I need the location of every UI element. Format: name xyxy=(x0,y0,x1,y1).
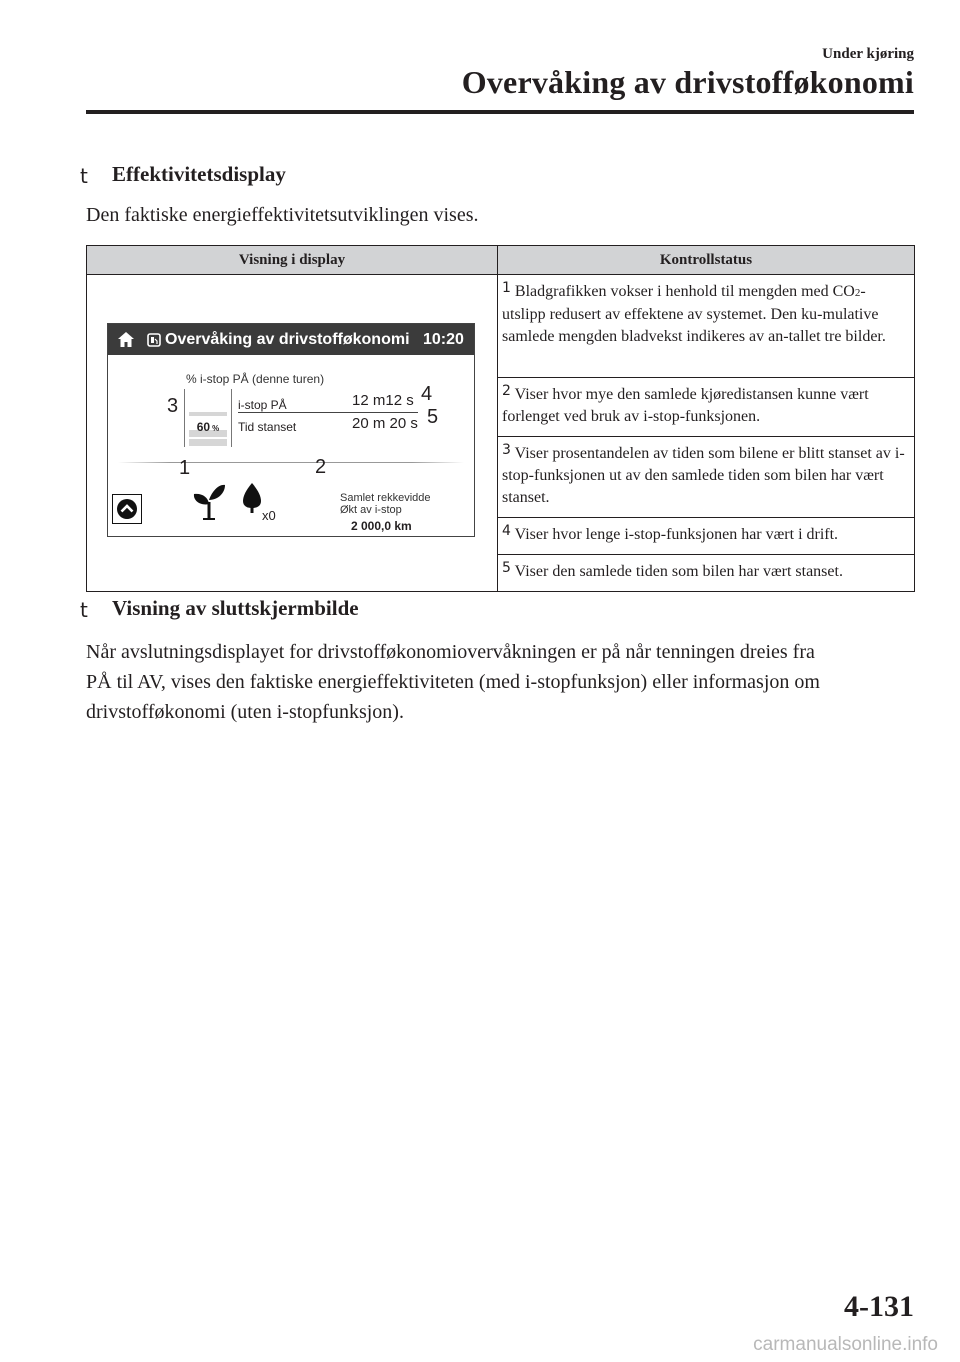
section-title-efficiency: Effektivitetsdisplay xyxy=(112,162,286,186)
istop-on-value: 12 m12 s xyxy=(352,392,414,409)
status-number: 5 xyxy=(502,560,511,576)
status-number: 3 xyxy=(502,442,511,458)
callout-1: 1 xyxy=(179,457,191,479)
status-text: Viser den samlede tiden som bilen har vært stanset. xyxy=(514,563,843,580)
page-number: 4-131 xyxy=(844,1290,914,1323)
chapter-label: Under kjøring xyxy=(822,46,914,62)
sprout-icon xyxy=(192,480,226,520)
gauge-unit: % xyxy=(212,424,220,433)
header-rule xyxy=(86,110,914,114)
status-subscript: 2 xyxy=(854,287,861,299)
col-header-display: Visning i display xyxy=(87,246,498,275)
watermark: carmanualsonline.info xyxy=(753,1334,938,1355)
status-number: 1 xyxy=(502,280,511,296)
gauge-readout xyxy=(185,416,231,434)
fuel-monitor-icon xyxy=(147,333,161,347)
status-text: Viser hvor lenge i-stop-funksjonen har vært i drift. xyxy=(514,526,839,543)
col-header-status: Kontrollstatus xyxy=(498,246,915,275)
status-cell-5 xyxy=(498,555,915,592)
range-label-istop: Økt av i-stop xyxy=(340,504,402,516)
section-bullet-icon: t xyxy=(80,164,88,188)
istop-on-label: i-stop PÅ xyxy=(238,398,287,412)
table-header-row xyxy=(87,246,915,275)
status-number: 4 xyxy=(502,523,511,539)
range-label-total: Samlet rekkevidde xyxy=(340,492,431,504)
screen-clock: 10:20 xyxy=(423,331,464,348)
callout-5: 5 xyxy=(427,406,439,428)
section-bullet-icon: t xyxy=(80,598,88,622)
stopped-time-label: Tid stanset xyxy=(238,420,297,434)
status-text: Bladgrafikken vokser i henhold til mengden med CO xyxy=(514,283,855,300)
status-cell-1 xyxy=(498,275,915,378)
status-text: Viser prosentandelen av tiden som bilene er blitt stanset av i-stop-funksjonen ut av den samlede tiden som bilen har vært stanset. xyxy=(502,445,905,506)
callout-3: 3 xyxy=(167,395,179,417)
gauge-subtitle: % i-stop PÅ (denne turen) xyxy=(186,372,325,386)
home-icon xyxy=(117,331,135,348)
stopped-time-value: 20 m 20 s xyxy=(352,415,418,432)
section-intro: Den faktiske energieffektivitetsutviklingen vises. xyxy=(86,204,479,226)
return-icon xyxy=(116,498,138,520)
status-number: 2 xyxy=(502,383,511,399)
callout-4: 4 xyxy=(421,383,433,405)
paragraph-line-3: drivstofføkonomi (uten i-stopfunksjon). xyxy=(86,701,404,723)
status-cell-4 xyxy=(498,518,915,555)
paragraph-line-1: Når avslutningsdisplayet for drivstofføkonomiovervåkningen er på når tenningen dreies fra xyxy=(86,641,815,663)
section-divider xyxy=(118,462,464,463)
display-screen xyxy=(107,323,475,537)
callout-2: 2 xyxy=(315,456,327,478)
status-text: Viser hvor mye den samlede kjøredistansen kunne vært forlenget ved bruk av i-stop-funksjonen. xyxy=(502,386,869,425)
display-illustration-cell xyxy=(87,275,498,592)
screen-title: Overvåking av drivstofføkonomi xyxy=(165,331,410,348)
gauge-value: 60 xyxy=(196,420,211,434)
istop-gauge xyxy=(184,389,232,447)
status-cell-3 xyxy=(498,437,915,518)
status-text-cont: -utslipp redusert av effektene av systemet. Den ku-mulative samlede mengden bladvekst indikeres av an-tallet tre bilder. xyxy=(502,283,886,345)
table-row xyxy=(87,275,915,378)
screen-title-bar xyxy=(108,324,474,355)
status-cell-2 xyxy=(498,378,915,437)
efficiency-table xyxy=(86,245,915,592)
tree-count: x0 xyxy=(262,508,276,523)
range-value: 2 000,0 km xyxy=(351,519,412,533)
tree-icon xyxy=(242,482,262,514)
return-button[interactable] xyxy=(112,494,142,524)
paragraph-line-2: PÅ til AV, vises den faktiske energieffektiviteten (med i-stopfunksjon) eller informasjon om xyxy=(86,671,820,693)
page-title: Overvåking av drivstofføkonomi xyxy=(461,64,914,100)
section-title-final-screen: Visning av sluttskjermbilde xyxy=(112,596,359,620)
